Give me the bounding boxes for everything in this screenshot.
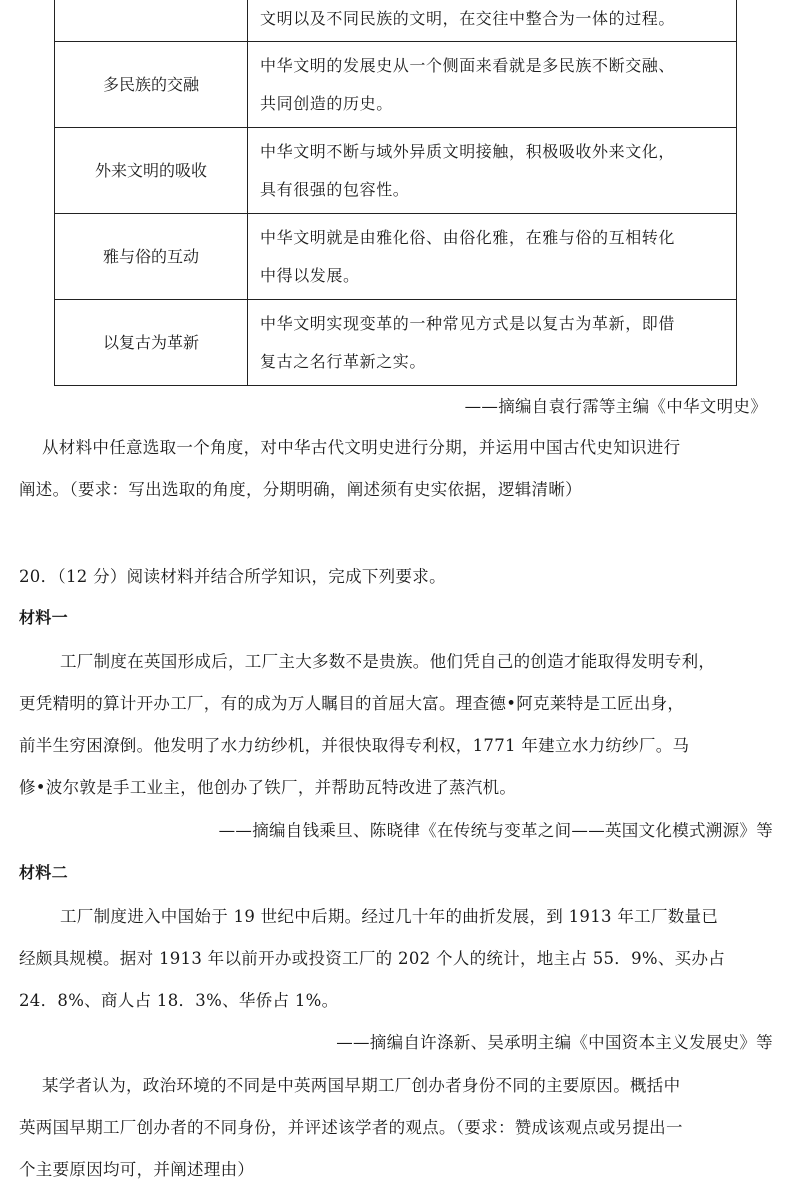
description-line: 中华文明不断与域外异质文明接触，积极吸收外来文化， xyxy=(260,141,676,161)
table-row xyxy=(55,300,737,386)
material-one-line: 前半生穷困潦倒。他发明了水力纺纱机，并很快取得专利权，1771 年建立水力纺纱厂。马 xyxy=(19,736,690,755)
material-one-line: 工厂制度在英国形成后，工厂主大多数不是贵族。他们凭自己的创造才能取得发明专利， xyxy=(60,652,716,671)
description-line: 中得以发展。 xyxy=(260,265,360,285)
q20-task-line: 个主要原因均可，并阐述理由） xyxy=(19,1160,255,1179)
material-one-source: ——摘编自钱乘旦、陈晓律《在传统与变革之间——英国文化模式溯源》等 xyxy=(218,821,773,840)
description-cell xyxy=(248,214,737,300)
q20-task-line: 英两国早期工厂创办者的不同身份，并评述该学者的观点。（要求：赞成该观点或另提出一 xyxy=(19,1118,683,1137)
aspect-cell xyxy=(55,0,248,42)
q19-task-line: 阐述。（要求：写出选取的角度，分期明确，阐述须有史实依据，逻辑清晰） xyxy=(19,480,582,499)
material-two-source: ——摘编自许涤新、吴承明主编《中国资本主义发展史》等 xyxy=(336,1033,773,1052)
description-line: 复古之名行革新之实。 xyxy=(260,351,427,371)
description-cell xyxy=(248,42,737,128)
description-line: 具有很强的包容性。 xyxy=(260,179,410,199)
table-row xyxy=(55,214,737,300)
material-one-line: 更凭精明的算计开办工厂，有的成为万人瞩目的首屈大富。理查德•阿克莱特是工匠出身， xyxy=(19,694,685,713)
description-cell xyxy=(248,128,737,214)
aspect-cell: 外来文明的吸收 xyxy=(55,128,248,214)
description-line: 中华文明就是由雅化俗、由俗化雅，在雅与俗的互相转化 xyxy=(260,227,676,247)
table-row xyxy=(55,128,737,214)
description-cell xyxy=(248,0,737,42)
material-two-line: 工厂制度进入中国始于 19 世纪中后期。经过几十年的曲折发展，到 1913 年工厂数量已 xyxy=(60,907,719,926)
aspect-cell: 雅与俗的互动 xyxy=(55,214,248,300)
material-two-title: 材料二 xyxy=(19,863,68,882)
description-line: 文明以及不同民族的文明，在交往中整合为一体的过程。 xyxy=(260,9,676,28)
q19-task-line: 从材料中任意选取一个角度，对中华古代文明史进行分期，并运用中国古代史知识进行 xyxy=(42,438,681,457)
aspect-cell: 多民族的交融 xyxy=(55,42,248,128)
table-row xyxy=(55,42,737,128)
table-row xyxy=(55,0,737,42)
description-cell xyxy=(248,300,737,386)
aspect-cell: 以复古为革新 xyxy=(55,300,248,386)
material-two-line: 24．8%、商人占 18．3%、华侨占 1%。 xyxy=(19,991,339,1010)
q20-task-line: 某学者认为，政治环境的不同是中英两国早期工厂创办者身份不同的主要原因。概括中 xyxy=(42,1076,681,1095)
material-one-title: 材料一 xyxy=(19,608,68,627)
material-two-line: 经颇具规模。据对 1913 年以前开办或投资工厂的 202 个人的统计，地主占 55．9%、买办占 xyxy=(19,949,726,968)
table-source-citation: ——摘编自袁行霈等主编《中华文明史》 xyxy=(464,397,767,416)
description-line: 中华文明实现变革的一种常见方式是以复古为革新，即借 xyxy=(260,313,676,333)
material-one-line: 修•波尔敦是手工业主，他创办了铁厂，并帮助瓦特改进了蒸汽机。 xyxy=(19,778,517,797)
description-line: 中华文明的发展史从一个侧面来看就是多民族不断交融、 xyxy=(260,55,676,75)
q20-header: 20．（12 分）阅读材料并结合所学知识，完成下列要求。 xyxy=(19,567,446,586)
description-line: 共同创造的历史。 xyxy=(260,93,393,113)
civilization-aspects-table xyxy=(54,0,737,386)
